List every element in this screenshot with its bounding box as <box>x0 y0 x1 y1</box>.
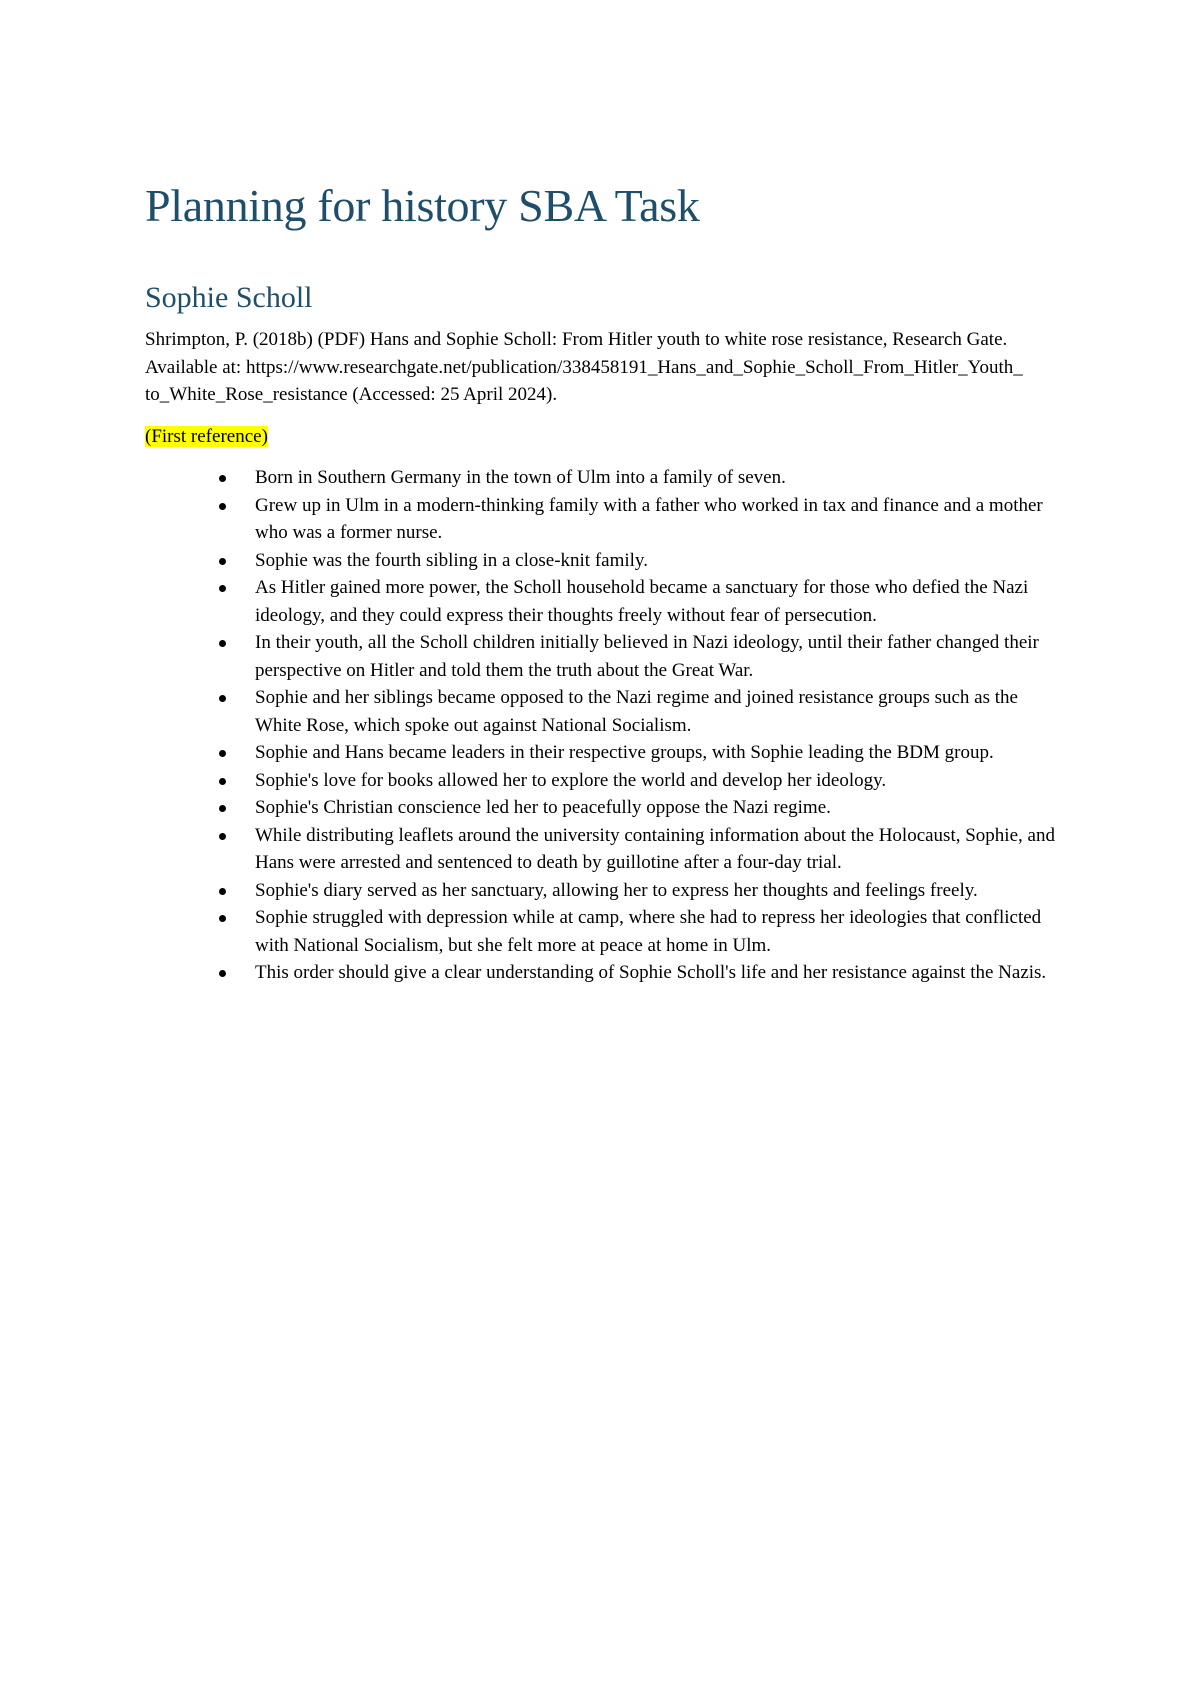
page-title: Planning for history SBA Task <box>145 180 700 231</box>
list-item <box>145 684 1055 739</box>
bullet-icon <box>219 475 226 482</box>
list-item-text: Sophie and her siblings became opposed to the Nazi regime and joined resistance groups such as the White Rose, which spoke out against National Socialism. <box>255 687 1018 736</box>
bullet-icon <box>219 558 226 565</box>
list-item <box>145 794 1055 822</box>
bullet-icon <box>219 750 226 757</box>
list-item-text: Sophie and Hans became leaders in their respective groups, with Sophie leading the BDM group. <box>255 742 994 763</box>
bullet-icon <box>219 778 226 785</box>
bullet-icon <box>219 805 226 812</box>
citation-text: Shrimpton, P. (2018b) (PDF) Hans and Sophie Scholl: From Hitler youth to white rose resistance, Research Gate. Available at: https://www.researchgate.net/publication/338458191_Hans_and_Sophie_Scholl_From_Hitler_Youth_ to_White_Rose_resistance (Accessed: 25 April 2024). <box>145 329 1023 405</box>
bullet-icon <box>219 970 226 977</box>
list-item-text: Sophie's Christian conscience led her to peacefully oppose the Nazi regime. <box>255 797 831 818</box>
bullet-icon <box>219 915 226 922</box>
reference-label-line <box>145 423 1065 451</box>
bullet-icon <box>219 585 226 592</box>
section-heading: Sophie Scholl <box>145 281 313 314</box>
list-item <box>145 904 1055 959</box>
list-item-text: Sophie was the fourth sibling in a close-knit family. <box>255 549 648 571</box>
list-item <box>145 822 1055 877</box>
list-item <box>145 767 1055 795</box>
list-item <box>145 464 1055 492</box>
list-item-text: Sophie struggled with depression while at camp, where she had to repress her ideologies that conflicted with National Socialism, but she felt more at peace at home in Ulm. <box>255 907 1042 956</box>
list-item-text: Grew up in Ulm in a modern-thinking family with a father who worked in tax and finance and a mother who was a former nurse. <box>255 494 1043 543</box>
list-item-text: This order should give a clear understanding of Sophie Scholl's life and her resistance against the Nazis. <box>255 962 1047 983</box>
list-item-text: Sophie's diary served as her sanctuary, allowing her to express her thoughts and feelings freely. <box>255 879 978 901</box>
bullet-icon <box>219 640 226 647</box>
list-item <box>145 492 1055 547</box>
list-item <box>145 574 1055 629</box>
list-item-text: Sophie's love for books allowed her to explore the world and develop her ideology. <box>255 769 887 791</box>
bullet-icon <box>219 888 226 895</box>
document-content <box>145 178 1065 987</box>
list-item-text: As Hitler gained more power, the Scholl household became a sanctuary for those who defied the Nazi ideology, and they could express their thoughts freely without fear of persecution. <box>255 577 1029 626</box>
list-item-text: Born in Southern Germany in the town of Ulm into a family of seven. <box>255 467 786 488</box>
reference-label-highlight: (First reference) <box>145 425 268 447</box>
list-item-text: While distributing leaflets around the university containing information about the Holocaust, Sophie, and Hans were arrested and sentenced to death by guillotine after a four-day trial. <box>255 824 1055 873</box>
list-item <box>145 877 1055 905</box>
list-item-text: In their youth, all the Scholl children initially believed in Nazi ideology, until their father changed their perspective on Hitler and told them the truth about the Great War. <box>255 632 1039 681</box>
bullet-icon <box>219 833 226 840</box>
list-item <box>145 629 1055 684</box>
list-item <box>145 959 1055 987</box>
bullet-list <box>145 464 1065 987</box>
list-item <box>145 739 1055 767</box>
bullet-icon <box>219 503 226 510</box>
bullet-icon <box>219 695 226 702</box>
list-item <box>145 547 1055 575</box>
